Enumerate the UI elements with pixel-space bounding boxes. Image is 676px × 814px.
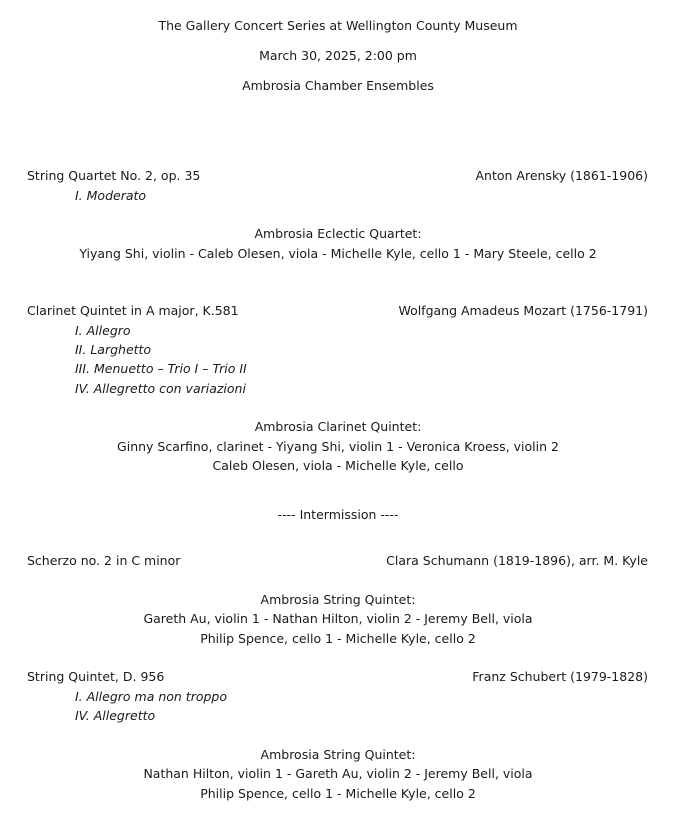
performer-line: Philip Spence, cello 1 - Michelle Kyle, cello 2 <box>200 786 476 801</box>
piece-composer: Anton Arensky (1861-1906) <box>475 168 648 183</box>
piece-title: String Quintet, D. 956 <box>27 669 165 684</box>
performer-line: Gareth Au, violin 1 - Nathan Hilton, violin 2 - Jeremy Bell, viola <box>143 611 533 626</box>
piece-title: String Quartet No. 2, op. 35 <box>27 168 201 183</box>
intermission: ---- Intermission ---- <box>277 507 399 522</box>
performing-ensemble: Ambrosia Eclectic Quartet: <box>254 226 422 241</box>
series-title: The Gallery Concert Series at Wellington County Museum <box>158 18 518 33</box>
performer-line: Caleb Olesen, viola - Michelle Kyle, cello <box>212 458 464 473</box>
piece-movement: IV. Allegretto <box>75 708 156 723</box>
piece-movement: II. Larghetto <box>75 342 152 357</box>
performer-line: Yiyang Shi, violin - Caleb Olesen, viola - Michelle Kyle, cello 1 - Mary Steele, cello 2 <box>79 246 597 261</box>
performing-ensemble: Ambrosia String Quintet: <box>260 747 416 762</box>
performer-line: Ginny Scarfino, clarinet - Yiyang Shi, violin 1 - Veronica Kroess, violin 2 <box>117 439 559 454</box>
piece-title: Scherzo no. 2 in C minor <box>27 553 181 568</box>
piece-movement: IV. Allegretto con variazioni <box>75 381 246 396</box>
piece-title: Clarinet Quintet in A major, K.581 <box>27 303 239 318</box>
piece-composer: Franz Schubert (1979-1828) <box>472 669 648 684</box>
ensemble-name: Ambrosia Chamber Ensembles <box>242 78 434 93</box>
performing-ensemble: Ambrosia Clarinet Quintet: <box>254 419 422 434</box>
piece-movement: III. Menuetto – Trio I – Trio II <box>75 361 247 376</box>
piece-movement: I. Allegro <box>75 323 131 338</box>
concert-date: March 30, 2025, 2:00 pm <box>259 48 417 63</box>
performing-ensemble: Ambrosia String Quintet: <box>260 592 416 607</box>
performer-line: Nathan Hilton, violin 1 - Gareth Au, violin 2 - Jeremy Bell, viola <box>143 766 533 781</box>
piece-composer: Clara Schumann (1819-1896), arr. M. Kyle <box>386 553 648 568</box>
piece-movement: I. Allegro ma non troppo <box>75 689 227 704</box>
performer-line: Philip Spence, cello 1 - Michelle Kyle, cello 2 <box>200 631 476 646</box>
piece-movement: I. Moderato <box>75 188 147 203</box>
piece-composer: Wolfgang Amadeus Mozart (1756-1791) <box>398 303 648 318</box>
